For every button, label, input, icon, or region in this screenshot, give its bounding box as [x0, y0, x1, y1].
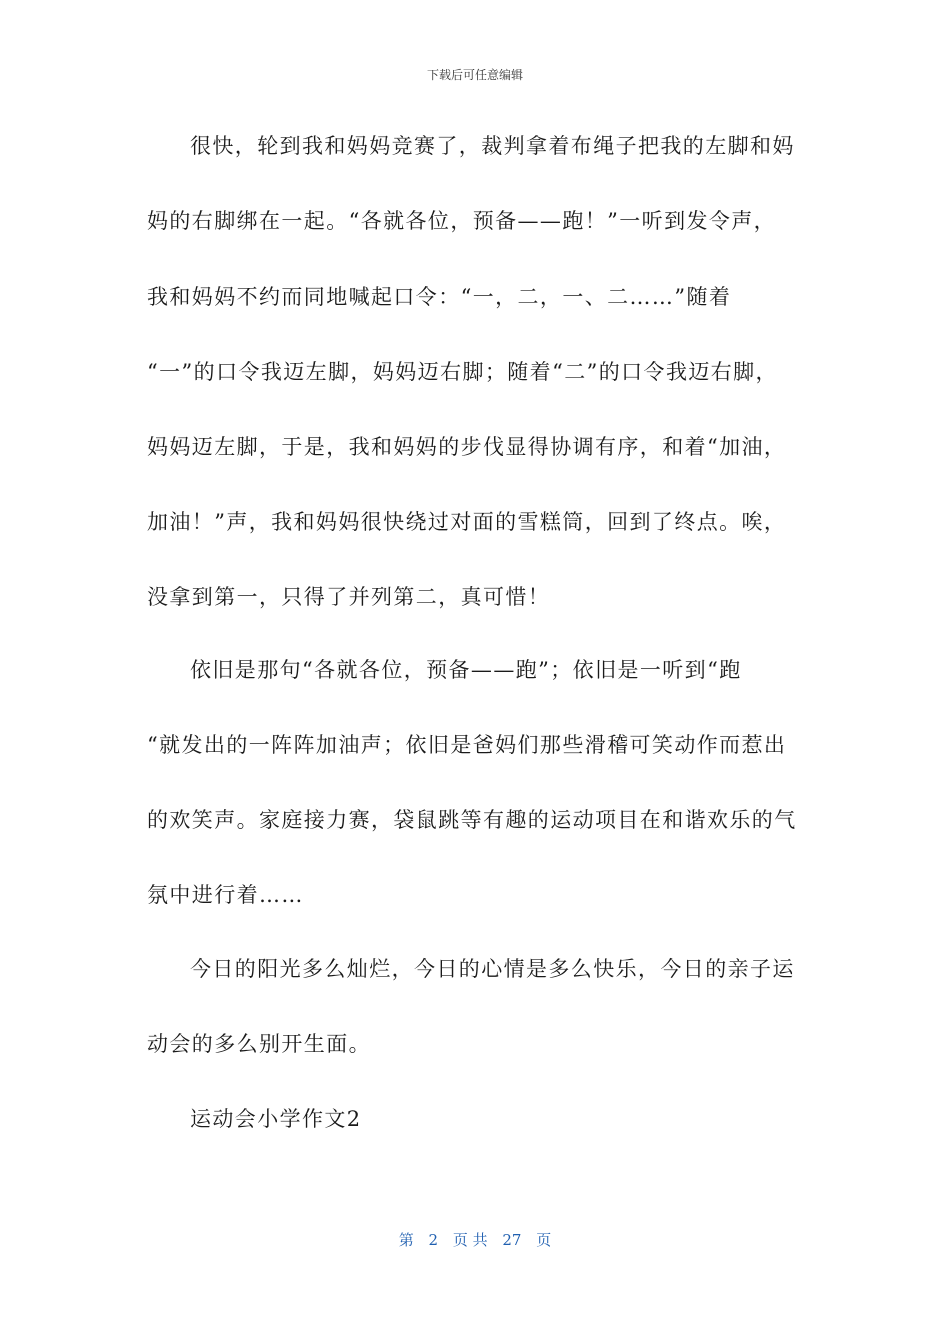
- paragraph-line: 加油！”声，我和妈妈很快绕过对面的雪糕筒，回到了终点。唉，: [147, 510, 787, 534]
- paragraph-line: 氛中进行着……: [147, 883, 304, 907]
- paragraph-line: “一”的口令我迈左脚，妈妈迈右脚；随着“二”的口令我迈右脚，: [147, 360, 778, 384]
- current-page-number: 2: [428, 1231, 439, 1249]
- page-footer: [0, 1229, 950, 1250]
- footer-suffix: 页: [536, 1231, 552, 1249]
- paragraph-line: “就发出的一阵阵加油声；依旧是爸妈们那些滑稽可笑动作而惹出: [147, 733, 787, 757]
- paragraph-line: 很快，轮到我和妈妈竞赛了，裁判拿着布绳子把我的左脚和妈: [190, 134, 795, 158]
- paragraph-line: 今日的阳光多么灿烂，今日的心情是多么快乐，今日的亲子运: [190, 957, 795, 981]
- paragraph-line: 动会的多么别开生面。: [147, 1032, 371, 1056]
- paragraph-line: 的欢笑声。家庭接力赛，袋鼠跳等有趣的运动项目在和谐欢乐的气: [147, 808, 797, 832]
- footer-middle: 页 共: [452, 1231, 488, 1249]
- total-page-count: 27: [502, 1231, 522, 1249]
- paragraph-line: 妈妈迈左脚，于是，我和妈妈的步伐显得协调有序，和着“加油，: [147, 435, 787, 459]
- section-heading: 运动会小学作文2: [190, 1107, 362, 1131]
- page-header: 下载后可任意编辑: [426, 68, 523, 82]
- footer-prefix: 第: [398, 1231, 414, 1249]
- paragraph-line: 妈的右脚绑在一起。“各就各位，预备——跑！”一听到发令声，: [147, 209, 777, 233]
- paragraph-line: 依旧是那句“各就各位，预备——跑”；依旧是一听到“跑: [190, 658, 742, 682]
- paragraph-line: 没拿到第一，只得了并列第二，真可惜！: [147, 585, 551, 609]
- paragraph-line: 我和妈妈不约而同地喊起口令：“一，二，一、二……”随着: [147, 285, 732, 309]
